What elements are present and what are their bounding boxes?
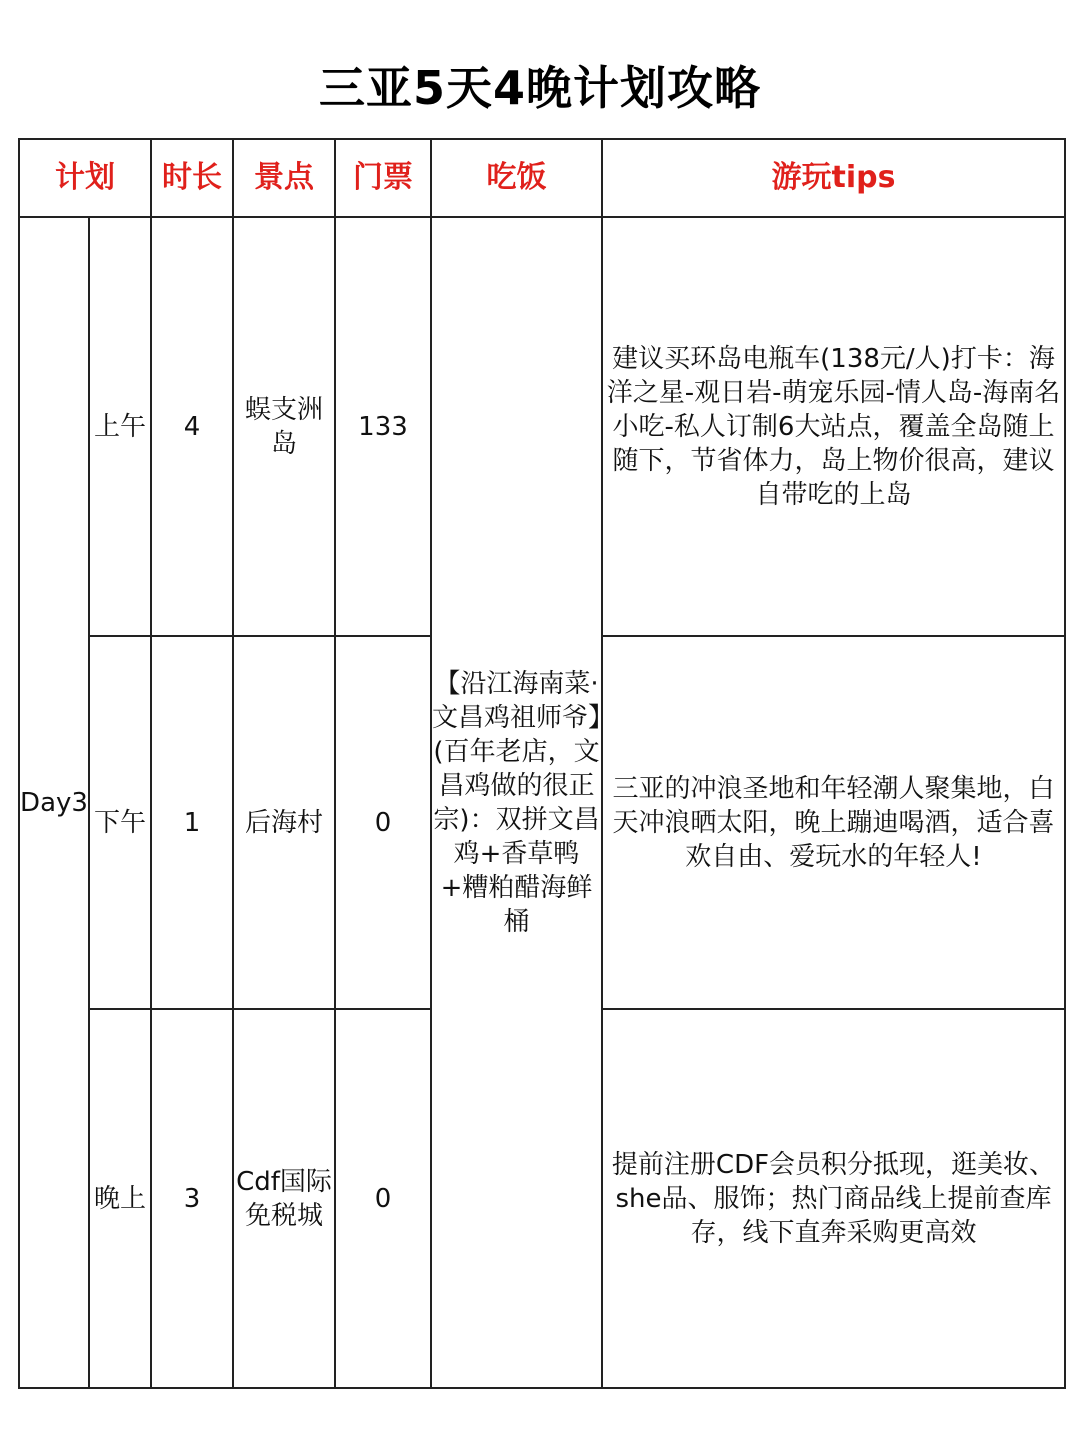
header-meal: 吃饭: [431, 139, 602, 217]
page-title: 三亚5天4晚计划攻略: [318, 61, 761, 115]
spot-cell: Cdf国际免税城: [233, 1009, 335, 1388]
meal-cell: 【沿江海南菜·文昌鸡祖师爷】(百年老店，文昌鸡做的很正宗)：双拼文昌鸡+香草鸭+糟粕醋海鲜桶: [431, 217, 602, 1388]
period-cell: 下午: [89, 636, 151, 1009]
day-label: Day3: [19, 217, 89, 1388]
header-spot: 景点: [233, 139, 335, 217]
spot-cell: 蜈支洲岛: [233, 217, 335, 636]
duration-cell: 3: [151, 1009, 233, 1388]
ticket-cell: 0: [335, 1009, 431, 1388]
ticket-cell: 133: [335, 217, 431, 636]
table-header-row: [19, 139, 1065, 217]
header-ticket: 门票: [335, 139, 431, 217]
tips-cell: 提前注册CDF会员积分抵现，逛美妆、she品、服饰；热门商品线上提前查库存，线下直奔采购更高效: [602, 1009, 1065, 1388]
header-tips: 游玩tips: [602, 139, 1065, 217]
header-duration: 时长: [151, 139, 233, 217]
duration-cell: 1: [151, 636, 233, 1009]
itinerary-table: [18, 138, 1066, 1389]
tips-cell: 三亚的冲浪圣地和年轻潮人聚集地，白天冲浪晒太阳，晚上蹦迪喝酒，适合喜欢自由、爱玩水的年轻人!: [602, 636, 1065, 1009]
tips-cell: 建议买环岛电瓶车(138元/人)打卡：海洋之星-观日岩-萌宠乐园-情人岛-海南名小吃-私人订制6大站点，覆盖全岛随上随下，节省体力，岛上物价很高，建议自带吃的上岛: [602, 217, 1065, 636]
period-cell: 上午: [89, 217, 151, 636]
duration-cell: 4: [151, 217, 233, 636]
period-cell: 晚上: [89, 1009, 151, 1388]
spot-cell: 后海村: [233, 636, 335, 1009]
header-plan: 计划: [19, 139, 151, 217]
ticket-cell: 0: [335, 636, 431, 1009]
table-row-morning: [19, 217, 1065, 636]
